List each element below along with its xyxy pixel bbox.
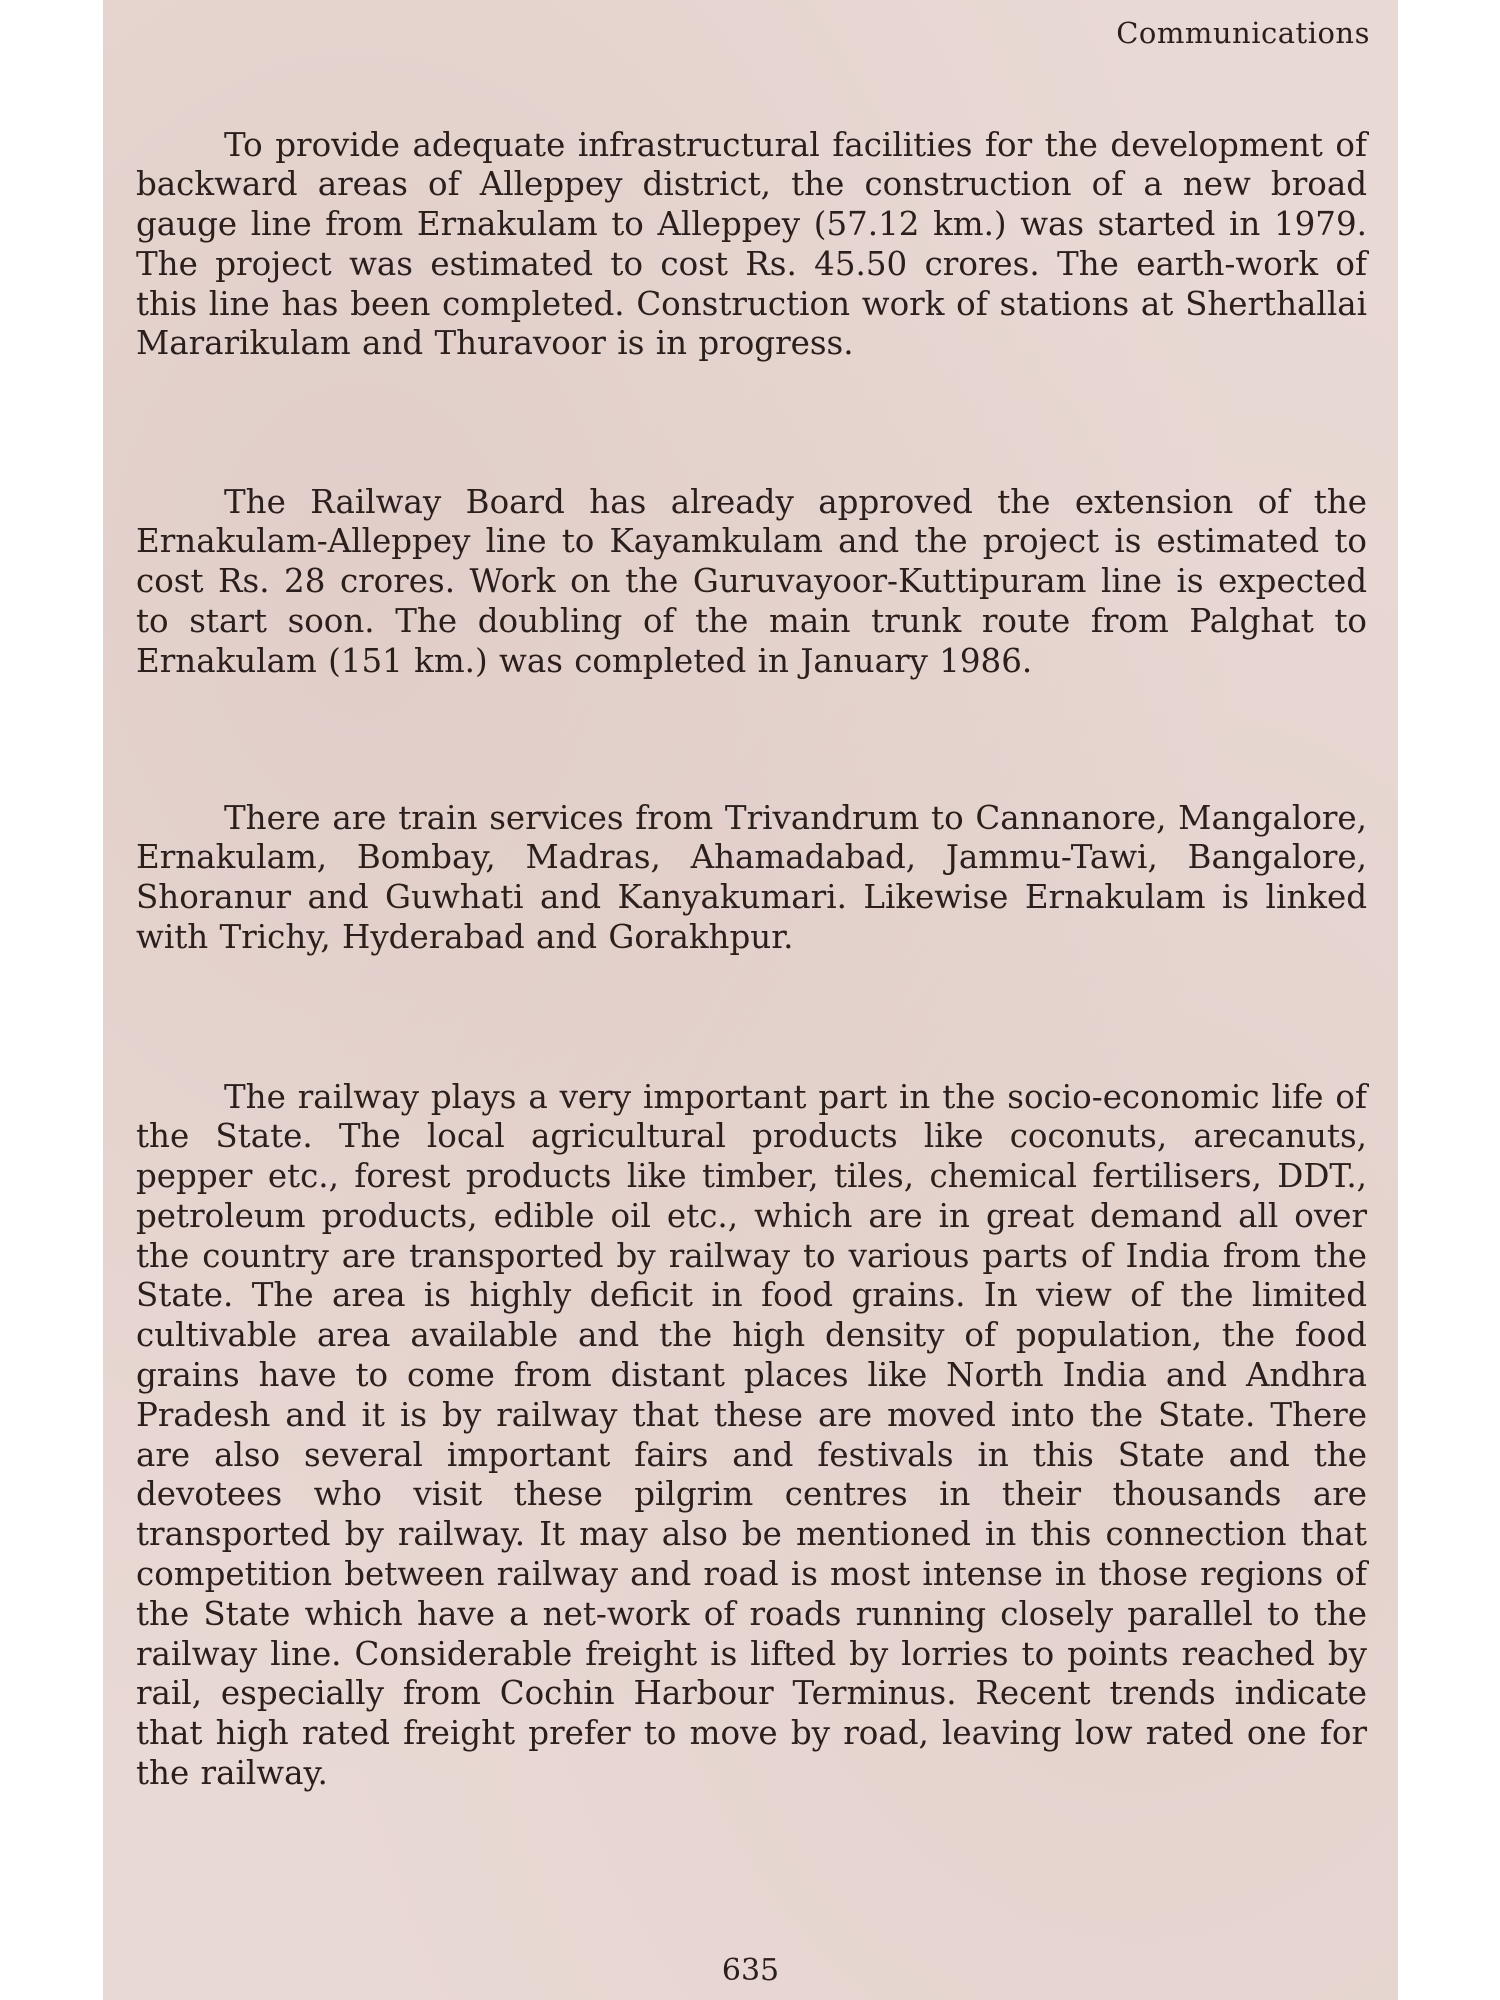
document-page [103,0,1398,2000]
paragraph-railway-economic-role: The railway plays a very important part in the socio-economic life of the State. The local agricultural products like coconuts, arecanuts, pepper etc., forest products like timber, tiles, chemical fertilisers, DDT., petroleum products, edible oil etc., which are in great demand all over the country are transported by railway to various parts of India from the State. The area is highly deficit in food grains. In view of the limited cultivable area available and the high density of population, the food grains have to come from distant places like North India and Andhra Pradesh and it is by railway that these are moved into the State. There are also several important fairs and festivals in this State and the devotees who visit these pilgrim centres in their thousands are transported by railway. It may also be mentioned in this connection that competition between railway and road is most intense in those regions of the State which have a net-work of roads running closely parallel to the railway line. Considerable freight is lifted by lorries to points reached by rail, especially from Cochin Harbour Terminus. Recent trends indicate that high rated freight prefer to move by road, leaving low rated one for the railway. [136,1077,1367,1793]
paragraph-railway-board-extension: The Railway Board has already approved the extension of the Ernakulam-Alleppey line to Kayamkulam and the project is estimated to cost Rs. 28 crores. Work on the Guruvayoor-Kuttipuram line is expected to start soon. The doubling of the main trunk route from Palghat to Ernakulam (151 km.) was completed in January 1986. [136,482,1367,680]
page-number: 635 [721,1953,780,1988]
running-header: Communications [1116,16,1370,50]
paragraph-broad-gauge-line: To provide adequate infrastructural facilities for the development of backward areas of Alleppey district, the construction of a new broad gauge line from Ernakulam to Alleppey (57.12 km.) was started in 1979. The project was estimated to cost Rs. 45.50 crores. The earth-work of this line has been completed. Construction work of stations at Sherthallai Mararikulam and Thuravoor is in progress. [136,125,1367,363]
paragraph-train-services: There are train services from Trivandrum to Cannanore, Mangalore, Ernakulam, Bombay, Madras, Ahamadabad, Jammu-Tawi, Bangalore, Shoranur and Guwhati and Kanyakumari. Likewise Ernakulam is linked with Trichy, Hyderabad and Gorakhpur. [136,798,1367,956]
